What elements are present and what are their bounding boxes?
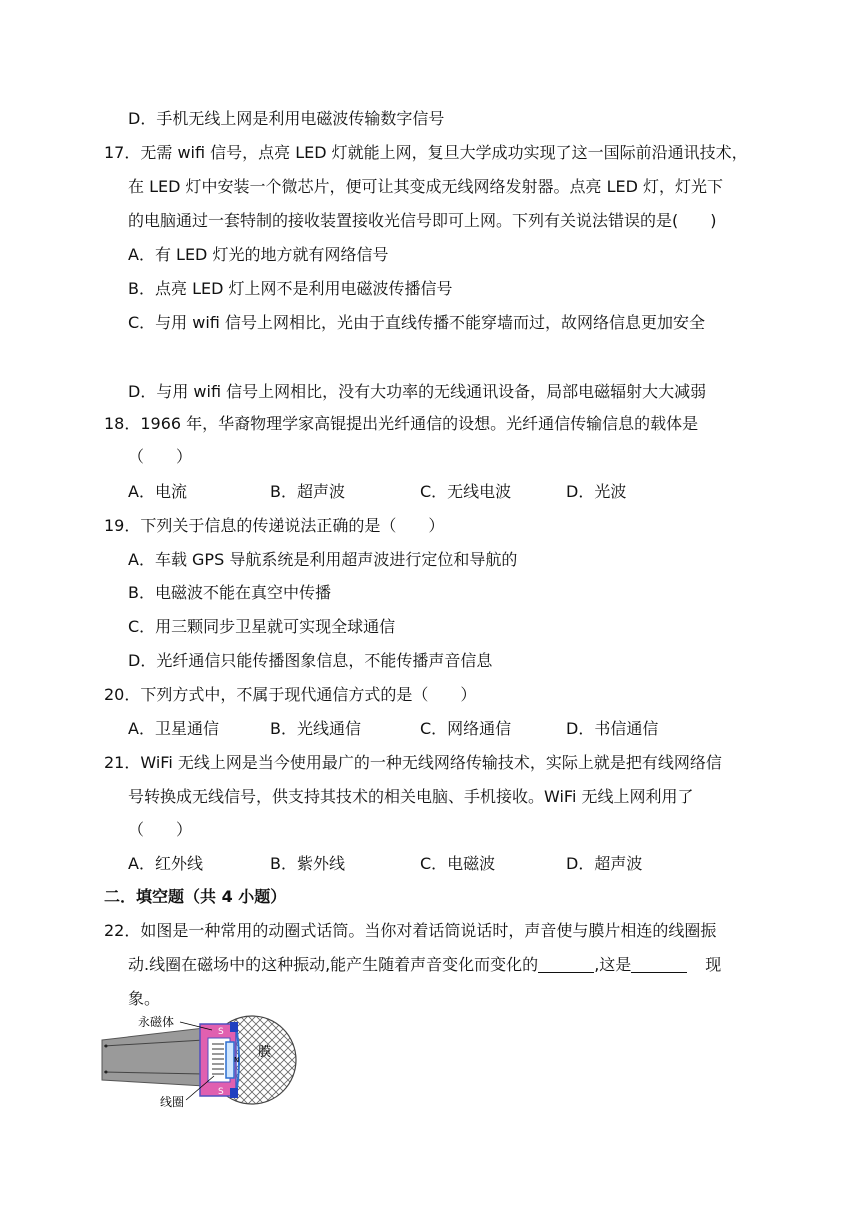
microphone-figure xyxy=(100,1012,300,1110)
q22-text-part2: ,这是 xyxy=(594,955,632,974)
pole-label-n: N xyxy=(234,1056,240,1064)
q19-option-a: A．车载 GPS 导航系统是利用超声波进行定位和导航的 xyxy=(128,550,518,569)
q20-stem: 20．下列方式中，不属于现代通信方式的是（ ） xyxy=(104,685,477,704)
q19-option-d: D．光纤通信只能传播图象信息，不能传播声音信息 xyxy=(128,651,493,670)
q16-option-d: D．手机无线上网是利用电磁波传输数字信号 xyxy=(128,109,445,128)
q18-stem-line2: （ ） xyxy=(128,447,193,466)
q18-stem-line1: 18．1966 年，华裔物理学家高锟提出光纤通信的设想。光纤通信传输信息的载体是 xyxy=(104,414,699,433)
label-permanent-magnet: 永磁体 xyxy=(138,1015,175,1029)
q18-option-c: C．无线电波 xyxy=(420,482,512,501)
q20-option-c: C．网络通信 xyxy=(420,719,512,738)
q21-option-b: B．紫外线 xyxy=(270,854,345,873)
q17-stem-line1: 17．无需 wifi 信号，点亮 LED 灯就能上网，复旦大学成功实现了这一国际前沿通讯技术， xyxy=(104,143,748,162)
coil-icon xyxy=(212,1044,224,1074)
pole-label-s-top: S xyxy=(218,1027,224,1037)
q20-option-b: B．光线通信 xyxy=(270,719,361,738)
q20-option-a: A．卫星通信 xyxy=(128,719,219,738)
q17-option-a: A．有 LED 灯光的地方就有网络信号 xyxy=(128,245,389,264)
q19-option-b: B．电磁波不能在真空中传播 xyxy=(128,583,331,602)
microphone-handle xyxy=(102,1028,204,1086)
answer-blank-2[interactable] xyxy=(631,956,687,973)
section-heading: 二．填空题（共 4 小题） xyxy=(104,887,287,906)
q19-stem: 19．下列关于信息的传递说法正确的是（ ） xyxy=(104,516,445,535)
q17-option-b: B．点亮 LED 灯上网不是利用电磁波传播信号 xyxy=(128,279,453,298)
pole-label-s-bottom: S xyxy=(218,1087,224,1097)
q17-option-d: D．与用 wifi 信号上网相比，没有大功率的无线通讯设备，局部电磁辐射大大减弱 xyxy=(128,382,707,401)
q21-option-a: A．红外线 xyxy=(128,854,203,873)
q18-option-b: B．超声波 xyxy=(270,482,345,501)
q20-option-d: D．书信通信 xyxy=(566,719,659,738)
q21-option-d: D．超声波 xyxy=(566,854,643,873)
q17-option-c: C．与用 wifi 信号上网相比，光由于直线传播不能穿墙而过，故网络信息更加安全 xyxy=(128,313,705,332)
q22-text-part1: 动.线圈在磁场中的这种振动,能产生随着声音变化而变化的 xyxy=(128,955,539,974)
q21-stem-line2: 号转换成无线信号，供支持其技术的相关电脑、手机接收。WiFi 无线上网利用了 xyxy=(128,787,694,806)
q17-stem-line3: 的电脑通过一套特制的接收装置接收光信号即可上网。下列有关说法错误的是( ) xyxy=(128,211,717,230)
q21-stem-line3: （ ） xyxy=(128,820,193,839)
q22-stem-line3: 象。 xyxy=(128,989,161,1008)
answer-blank-1[interactable] xyxy=(538,956,594,973)
q21-option-c: C．电磁波 xyxy=(420,854,496,873)
q18-option-d: D．光波 xyxy=(566,482,627,501)
q21-stem-line1: 21．WiFi 无线上网是当今使用最广的一种无线网络传输技术，实际上就是把有线网络信 xyxy=(104,753,722,772)
q18-option-a: A．电流 xyxy=(128,482,187,501)
q17-stem-line2: 在 LED 灯中安装一个微芯片，便可让其变成无线网络发射器。点亮 LED 灯，灯光下 xyxy=(128,177,724,196)
q22-stem-line1: 22．如图是一种常用的动圈式话筒。当你对着话筒说话时，声音使与膜片相连的线圈振 xyxy=(104,921,717,940)
label-membrane: 膜 xyxy=(258,1045,272,1060)
q22-text-part3: 现 xyxy=(705,955,722,974)
label-coil: 线圈 xyxy=(160,1095,185,1109)
q19-option-c: C．用三颗同步卫星就可实现全球通信 xyxy=(128,617,396,636)
q22-stem-line2 xyxy=(128,954,721,976)
